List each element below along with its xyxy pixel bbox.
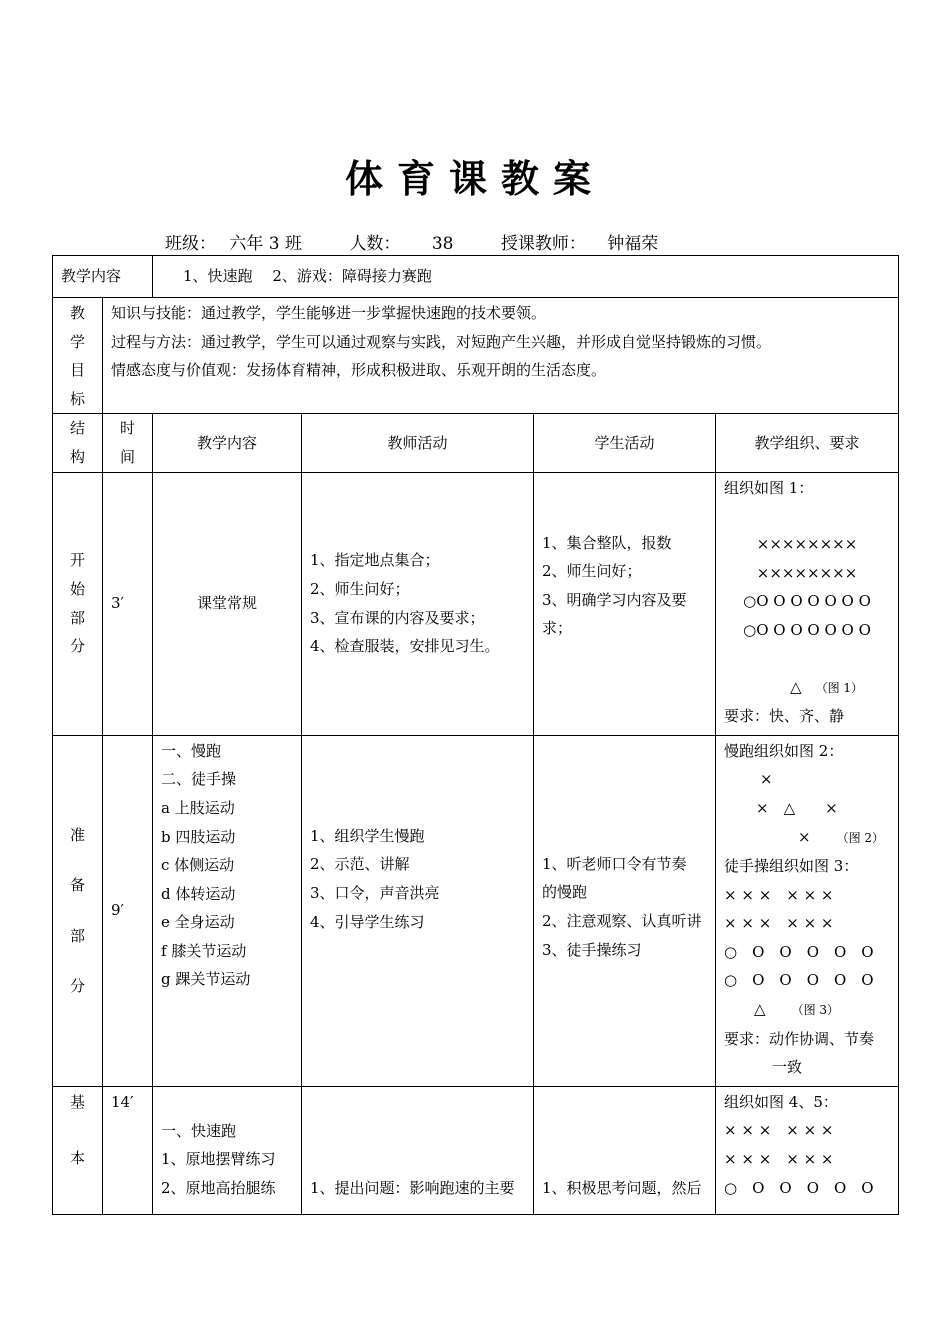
formation-row: × × × × × × [724,914,834,933]
student-activity: 2、师生问好； [542,562,642,581]
formation-row: × × × × × × [724,1121,834,1140]
section-char: 开 [69,551,85,570]
section-content: 课堂常规 [197,594,258,613]
teacher-mark: △ [754,1000,766,1019]
count-value: 38 [431,234,454,254]
class-value: 六年 3 班 [229,234,303,254]
teacher-label: 授课教师： [500,234,586,254]
count-label: 人数： [349,234,401,254]
teacher-activity: 3、宣布课的内容及要求； [310,608,485,627]
content-item: f 膝关节运动 [161,941,247,960]
content-item: 二、徒手操 [161,770,237,789]
student-activity: 3、明确学习内容及要 [542,590,687,609]
teacher-activity: 1、组织学生慢跑 [310,826,425,845]
formation-row: ○O O O O O O O [743,592,871,611]
content-item: a 上肢运动 [161,798,235,817]
formation-row: ○ O O O O O [724,942,874,961]
student-activity: 的慢跑 [542,883,588,902]
student-activity: 1、听老师口令有节奏 [542,854,687,873]
teacher-activity: 3、口令，声音洪亮 [310,883,440,902]
student-activity: 求； [542,619,573,638]
header-organization: 教学组织、要求 [716,414,899,472]
lesson-plan-table [52,255,899,1215]
goal-line: 知识与技能：通过教学，学生能够进一步掌握快速跑的技术要领。 [111,304,547,322]
formation-row: ×××××××× [756,535,858,554]
content-label: 教学内容 [61,267,122,286]
section-time: 14′ [111,1092,134,1111]
formation-row: × × × × × × [724,1150,834,1169]
class-label: 班级： [165,234,216,254]
header-time-char: 时 [120,419,136,438]
teacher-activity: 1、提出问题：影响跑速的主要 [310,1178,515,1197]
class-info [165,229,658,254]
content-item: 一、慢跑 [161,741,222,760]
content-item: 一、快速跑 [161,1121,237,1140]
student-activity: 1、集合整队，报数 [542,533,672,552]
org-intro: 徒手操组织如图 3： [724,857,859,876]
org-intro: 组织如图 1： [724,478,814,497]
formation-row: ○ O O O O O [724,971,874,990]
header-structure-char: 结 [69,419,85,438]
figure-label: （图 1） [815,680,864,695]
section-opening [53,472,899,735]
formation-row: ○O O O O O O O [743,620,871,639]
teacher-value: 钟福荣 [607,234,659,254]
run-formation-row: × △ × [756,798,838,817]
goals-row [53,298,899,414]
section-char: 本 [69,1149,85,1168]
org-requirement: 一致 [772,1058,803,1077]
column-header-row [53,414,899,472]
section-time: 3′ [111,594,124,613]
goal-line: 情感态度与价值观：发扬体育精神，形成积极进取、乐观开朗的生活态度。 [111,361,607,380]
teacher-activity: 1、指定地点集合； [310,551,440,570]
run-formation-row: × [798,827,811,846]
page-title: 体育课教案 [344,156,605,201]
formation-row: × × × × × × [724,885,834,904]
org-intro: 慢跑组织如图 2： [724,741,844,760]
section-char: 准 [69,825,85,844]
section-char: 基 [69,1092,85,1111]
section-char: 部 [69,926,85,945]
goals-label-char: 标 [69,389,85,408]
goal-line: 过程与方法：通过教学，学生可以通过观察与实践，对短跑产生兴趣，并形成自觉坚持锻炼的习惯。 [111,332,772,351]
content-value: 1、快速跑 2、游戏：障碍接力赛跑 [183,267,432,286]
header-teacher: 教师活动 [302,414,534,472]
section-char: 备 [69,876,85,895]
figure-label: （图 3） [791,1003,840,1018]
student-activity: 1、积极思考问题，然后 [542,1178,702,1197]
header-student: 学生活动 [534,414,716,472]
formation-row: ×××××××× [756,563,858,582]
figure-label: （图 2） [836,830,885,845]
run-formation-row: × [760,770,773,789]
header-content: 教学内容 [153,414,302,472]
teacher-activity: 2、师生问好； [310,580,410,599]
section-preparation [53,735,899,1086]
teacher-activity: 4、检查服装，安排见习生。 [310,637,500,656]
goals-label-char: 教 [69,304,85,322]
header-structure-char: 构 [69,447,85,466]
teacher-activity: 4、引导学生练习 [310,912,425,931]
content-item: d 体转运动 [161,884,236,903]
header-time-char: 间 [120,447,136,466]
section-char: 部 [69,608,85,627]
content-item: e 全身运动 [161,913,235,932]
teacher-mark: △ [790,677,802,696]
goals-label [53,298,102,413]
student-activity: 2、注意观察、认真听讲 [542,911,702,930]
teacher-activity: 2、示范、讲解 [310,855,410,874]
org-requirement: 要求：快、齐、静 [724,707,845,726]
goals-label-char: 目 [69,361,85,380]
student-activity: 3、徒手操练习 [542,940,642,959]
content-item: 1、原地摆臂练习 [161,1150,276,1169]
org-intro: 组织如图 4、5： [724,1092,838,1111]
content-item: b 四肢运动 [161,827,236,846]
content-item: c 体侧运动 [161,856,235,875]
section-time: 9′ [111,901,124,920]
section-char: 始 [69,580,85,599]
section-basic [53,1086,899,1214]
content-row [53,256,899,298]
formation-row: ○ O O O O O [724,1178,874,1197]
content-item: 2、原地高抬腿练 [161,1179,276,1198]
section-char: 分 [69,977,85,996]
org-requirement: 要求：动作协调、节奏 [724,1029,875,1048]
content-item: g 踝关节运动 [161,970,251,989]
goals-label-char: 学 [69,332,85,351]
section-char: 分 [69,637,85,656]
